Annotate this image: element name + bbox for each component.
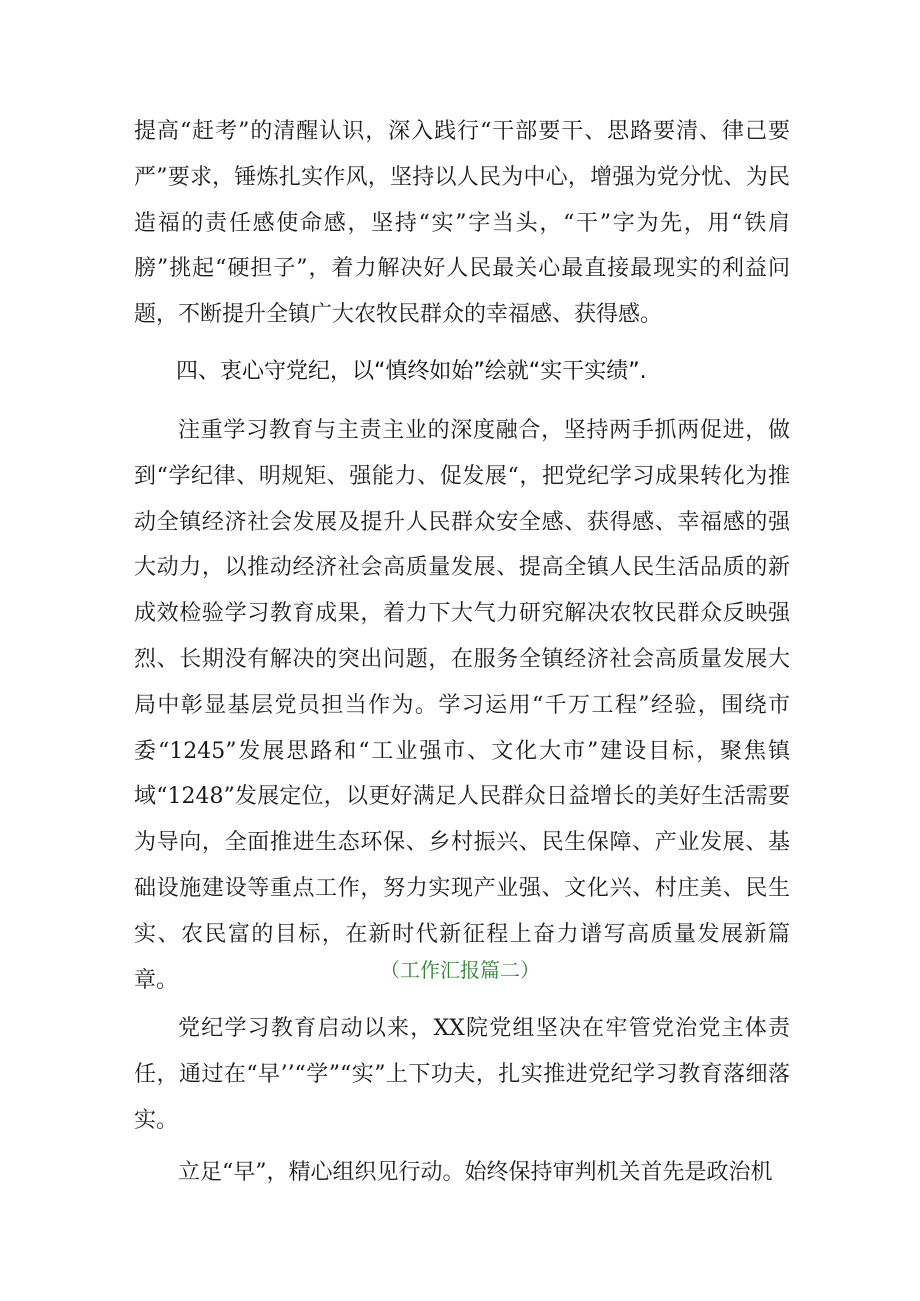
body-paragraph-3: 党纪学习教育启动以来，XX院党组坚决在牢管党治党主体责任，通过在“早’’“学”“实”上下功夫，扎实推进党纪学习教育落细落实。 [134,1016,790,1133]
body-paragraph-2: 注重学习教育与主责主业的深度融合，坚持两手抓两促进，做到“学纪律、明规矩、强能力、促发展“，把党纪学习成果转化为推动全镇经济社会发展及提升人民群众安全感、获得感、幸福感的强大动力，以推动经济社会高质量发展、提高全镇人民生活品质的新成效检验学习教育成果，着力下大气力研究解决农牧民群众反映强烈、长期没有解决的突出问题，在服务全镇经济社会高质量发展大局中彰显基层党员担当作为。学习运用“千万工程”经验，围绕市委“1245”发展思路和“工业强市、文化大市”建设目标，聚焦镇域“1248”发展定位，以更好满足人民群众日益增长的美好生活需要为导向，全面推进生态环保、乡村振兴、民生保障、产业发展、基础设施建设等重点工作，努力实现产业强、文化兴、村庄美、民生实、农民富的目标，在新时代新征程上奋力谱写高质量发展新篇章。 [134,418,791,993]
section-label: （工作汇报篇二） [380,958,540,982]
body-paragraph-4: 立足“早”，精心组织见行动。始终保持审判机关首先是政治机 [178,1160,773,1185]
section-heading-4: 四、衷心守党纪，以“慎终如始”绘就“实干实绩”. [176,359,647,384]
body-paragraph-1: 提高“赶考”的清醒认识，深入践行“干部要干、思路要清、律己要严”要求，锤炼扎实作风，坚持以人民为中心，增强为党分忧、为民造福的责任感使命感，坚持“实”字当头，“干”字为先，用“铁肩膀”挑起“硬担子”，着力解决好人民最关心最直接最现实的利益问题，不断提升全镇广大农牧民群众的幸福感、获得感。 [134,119,790,328]
